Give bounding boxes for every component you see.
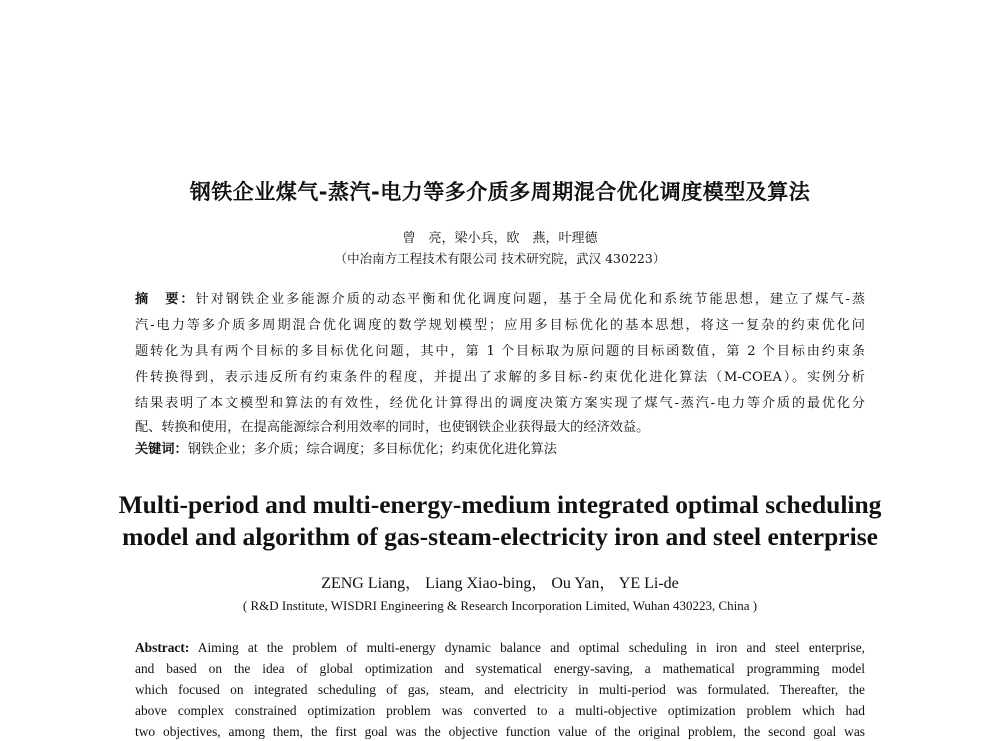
abstract-line: two objectives, among them, the first goal was the objective function value of the original problem, the second goal was (135, 724, 865, 739)
abstract-line: which focused on integrated scheduling of gas, steam, and electricity in multi-period was formulated. Thereafter, the (135, 682, 865, 697)
abstract-line: above complex constrained optimization problem was converted to a multi-objective optimization problem which had (135, 703, 865, 718)
keywords-label: 关键词： (135, 442, 188, 457)
abstract-line: 结果表明了本文模型和算法的有效性，经优化计算得出的调度决策方案实现了煤气-蒸汽-电力等介质的最优化分 (135, 396, 865, 411)
english-affiliation: ( R&D Institute, WISDRI Engineering & Research Incorporation Limited, Wuhan 430223, China ) (242, 598, 758, 613)
chinese-authors: 曾 亮，梁小兵，欧 燕，叶理德 (402, 231, 598, 246)
abstract-line: 配、转换和使用，在提高能源综合利用效率的同时，也使钢铁企业获得最大的经济效益。 (135, 420, 650, 435)
abstract-label: Abstract: (135, 640, 190, 655)
abstract-line: 题转化为具有两个目标的多目标优化问题，其中，第 1 个目标取为原问题的目标函数值，第 2 个目标由约束条 (135, 344, 865, 359)
chinese-affiliation: （中冶南方工程技术有限公司 技术研究院，武汉 430223） (334, 251, 666, 266)
english-authors: ZENG Liang， Liang Xiao-bing， Ou Yan， YE Li-de (321, 575, 679, 592)
abstract-line: 件转换得到，表示违反所有约束条件的程度，并提出了求解的多目标-约束优化进化算法（M-COEA）。实例分析 (135, 370, 865, 385)
abstract-label: 摘 要： (135, 292, 196, 307)
keywords-line (135, 440, 865, 460)
abstract-line: Abstract: Aiming at the problem of multi-energy dynamic balance and optimal scheduling in iron and steel enterprise, (135, 640, 865, 655)
keywords: 钢铁企业；多介质；综合调度；多目标优化；约束优化进化算法 (187, 442, 557, 457)
abstract-line: and based on the idea of global optimization and systematical energy-saving, a mathematical programming model (135, 661, 865, 676)
english-title-line-2: model and algorithm of gas-steam-electricity iron and steel enterprise (122, 522, 878, 551)
abstract-line: 摘 要：针对钢铁企业多能源介质的动态平衡和优化调度问题，基于全局优化和系统节能思想，建立了煤气-蒸 (135, 292, 865, 307)
english-title-line-1: Multi-period and multi-energy-medium integrated optimal scheduling (118, 490, 882, 519)
chinese-title: 钢铁企业煤气-蒸汽-电力等多介质多周期混合优化调度模型及算法 (189, 180, 811, 204)
abstract-line: 汽-电力等多介质多周期混合优化调度的数学规划模型；应用多目标优化的基本思想，将这一复杂的约束优化问 (135, 318, 865, 333)
